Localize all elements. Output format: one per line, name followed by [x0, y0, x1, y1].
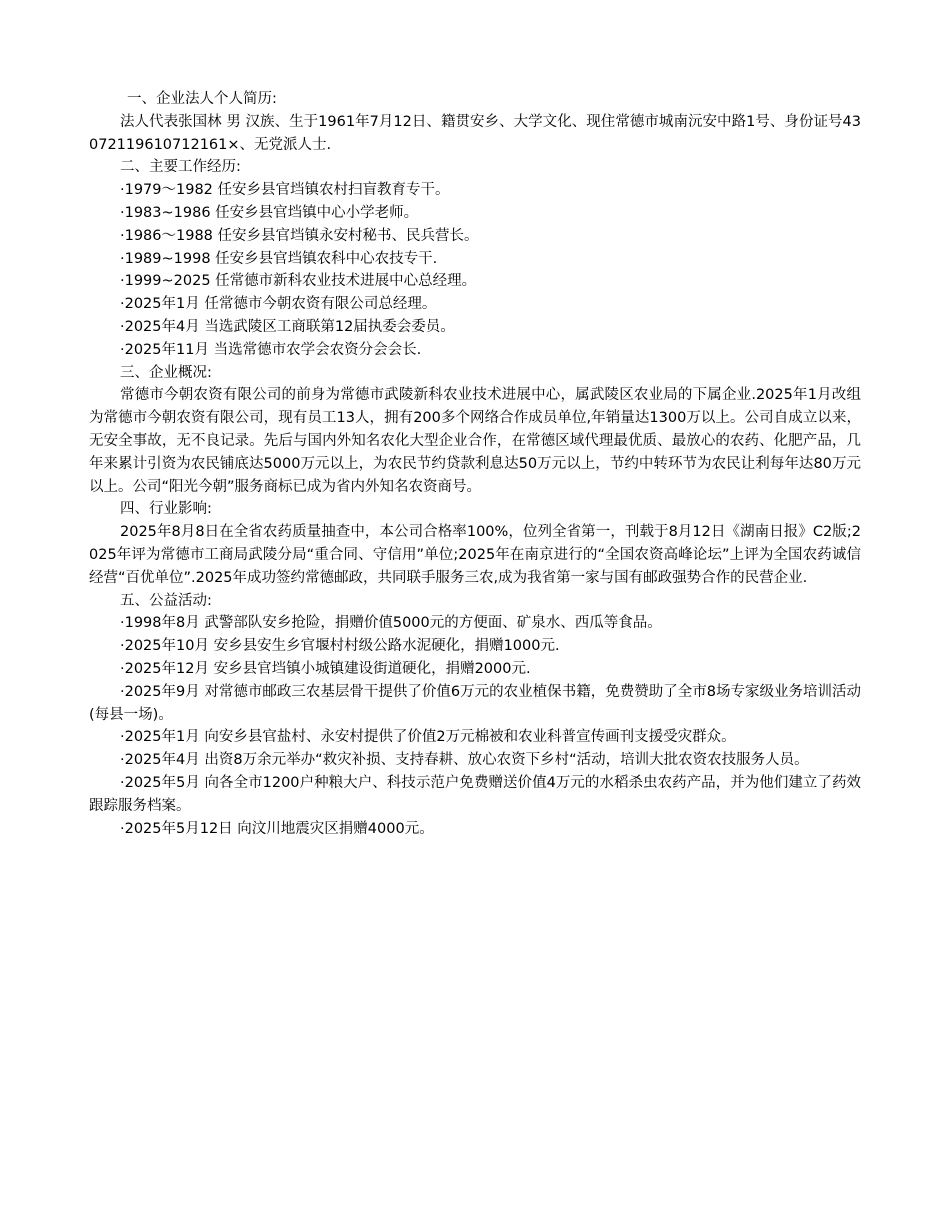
work-item: ·2025年11月 当选常德市农学会农资分会会长.: [120, 341, 422, 358]
welfare-item: ·1998年8月 武警部队安乡抢险，捐赠价值5000元的方便面、矿泉水、西瓜等食品。: [120, 615, 662, 632]
paragraph-legal-representative: 法人代表张国林 男 汉族、生于1961年7月12日、籍贯安乡、大学文化、现住常德市城南沅安中路1号、身份证号43072119610712161×、无党派人士.: [89, 113, 861, 153]
welfare-item: ·2025年4月 出资8万余元举办“救灾补损、支持春耕、放心农资下乡村“活动，培训大批农资农技服务人员。: [120, 752, 809, 769]
welfare-item: ·2025年5月 向各全市1200户种粮大户、科技示范户免费赠送价值4万元的水稻杀虫农药产品，并为他们建立了药效跟踪服务档案。: [89, 774, 861, 814]
welfare-item: ·2025年10月 安乡县安生乡官堰村村级公路水泥硬化，捐赠1000元.: [120, 638, 560, 655]
welfare-item: ·2025年12月 安乡县官垱镇小城镇建设街道硬化，捐赠2000元.: [120, 660, 531, 677]
paragraph-company-overview: 常德市今朝农资有限公司的前身为常德市武陵新科农业技术进展中心，属武陵区农业局的下属企业.2025年1月改组为常德市今朝农资有限公司，现有员工13人，拥有200多个网络合作成员单位,年销量达1300万以上。公司自成立以来，无安全事故，无不良记录。先后与国内外知名农化大型企业合作，在常德区域代理最优质、最放心的农药、化肥产品，几年来累计引资为农民铺底达5000万元以上，为农民节约贷款利息达50万元以上，节约中转环节为农民让利每年达80万元以上。公司“阳光今朝”服务商标已成为省内外知名农资商号。: [89, 387, 861, 495]
section-heading-industry-influence: 四、行业影响:: [120, 501, 212, 518]
welfare-item: ·2025年9月 对常德市邮政三农基层骨干提供了价值6万元的农业植保书籍，免费赞助了全市8场专家级业务培训活动(每县一场)。: [89, 683, 861, 723]
welfare-item: ·2025年5月12日 向汶川地震灾区捐赠4000元。: [120, 820, 434, 837]
work-item: ·1999~2025 任常德市新科农业技术进展中心总经理。: [120, 273, 477, 290]
work-item: ·1983~1986 任安乡县官垱镇中心小学老师。: [120, 204, 419, 221]
paragraph-industry-influence: 2025年8月8日在全省农药质量抽查中，本公司合格率100%，位列全省第一，刊载于8月12日《湖南日报》C2版;2025年评为常德市工商局武陵分局“重合同、守信用”单位;2025年在南京进行的“全国农资高峰论坛”上评为全国农药诚信经营“百优单位”.2025年成功签约常德邮政，共同联手服务三农,成为我省第一家与国有邮政强势合作的民营企业.: [89, 524, 861, 586]
section-heading-public-welfare: 五、公益活动:: [120, 592, 212, 609]
work-item: ·1986～1988 任安乡县官垱镇永安村秘书、民兵营长。: [120, 227, 479, 244]
welfare-item: ·2025年1月 向安乡县官盐村、永安村提供了价值2万元棉被和农业科普宣传画刊支援受灾群众。: [120, 729, 736, 746]
section-heading-company-overview: 三、企业概况:: [120, 364, 212, 381]
work-item: ·1989~1998 任安乡县官垱镇农科中心农技专干.: [120, 250, 438, 267]
work-item: ·2025年4月 当选武陵区工商联第12届执委会委员。: [120, 318, 455, 335]
work-item: ·2025年1月 任常德市今朝农资有限公司总经理。: [120, 296, 437, 313]
section-heading-resume: 一、企业法人个人简历:: [127, 91, 277, 107]
section-heading-work-experience: 二、主要工作经历:: [120, 159, 241, 176]
work-item: ·1979～1982 任安乡县官垱镇农村扫盲教育专干。: [120, 182, 450, 199]
document-body: [89, 88, 861, 840]
